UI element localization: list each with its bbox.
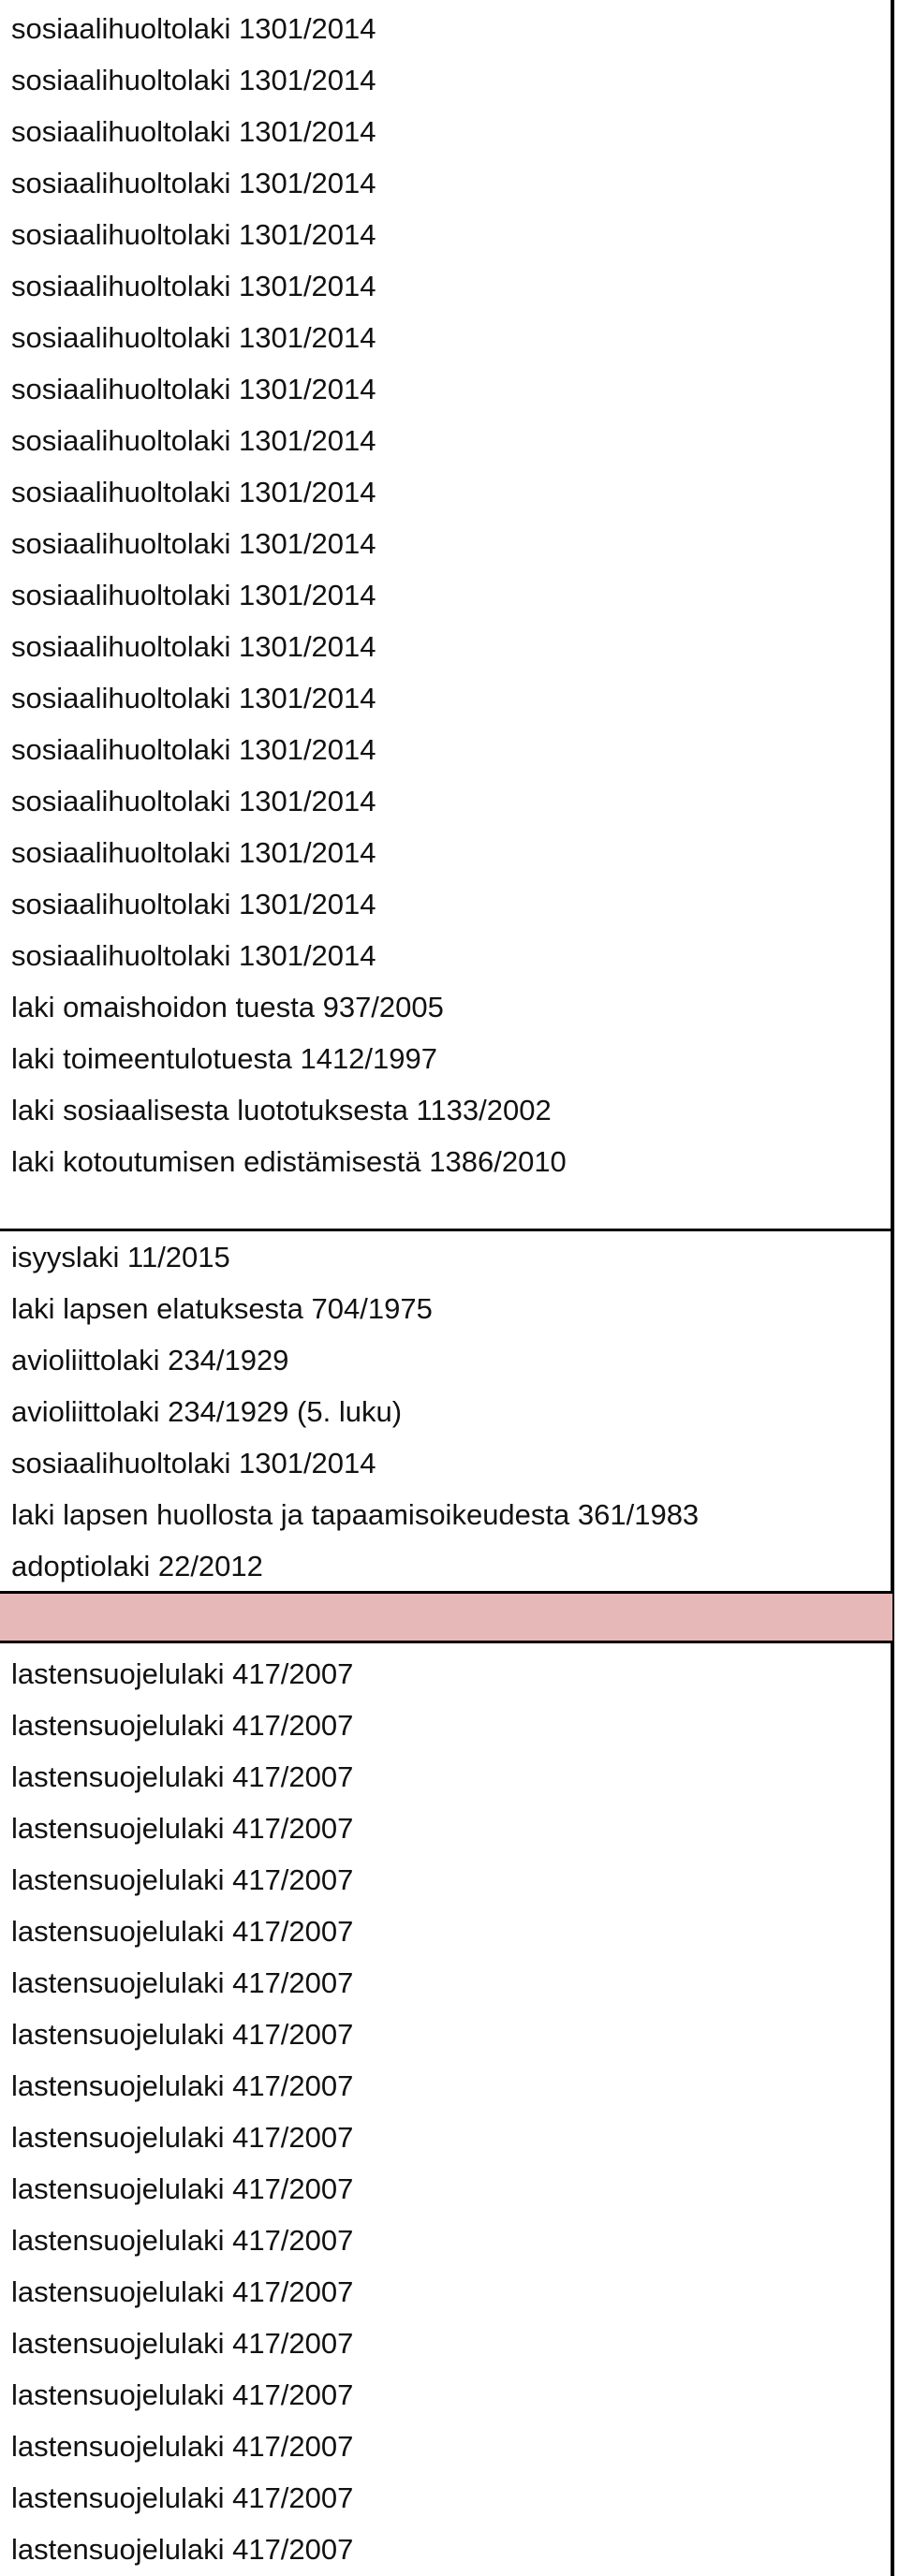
law-cell[interactable]: sosiaalihuoltolaki 1301/2014 [11,424,376,457]
law-cell[interactable]: avioliittolaki 234/1929 (5. luku) [11,1395,403,1428]
law-cell[interactable]: sosiaalihuoltolaki 1301/2014 [11,12,376,45]
law-list-section-child-welfare [0,1648,892,2575]
law-cell[interactable]: laki omaishoidon tuesta 937/2005 [11,991,444,1023]
law-cell[interactable]: sosiaalihuoltolaki 1301/2014 [11,373,376,405]
law-cell[interactable]: sosiaalihuoltolaki 1301/2014 [11,476,376,508]
law-cell[interactable]: lastensuojelulaki 417/2007 [11,2481,354,2514]
law-cell[interactable]: lastensuojelulaki 417/2007 [11,2327,354,2360]
law-cell[interactable]: lastensuojelulaki 417/2007 [11,1915,354,1948]
law-cell[interactable]: lastensuojelulaki 417/2007 [11,1812,354,1845]
law-cell[interactable]: lastensuojelulaki 417/2007 [11,2224,354,2257]
law-cell[interactable]: lastensuojelulaki 417/2007 [11,1657,354,1690]
law-cell[interactable]: sosiaalihuoltolaki 1301/2014 [11,218,376,251]
law-cell[interactable]: lastensuojelulaki 417/2007 [11,1863,354,1896]
law-cell[interactable]: avioliittolaki 234/1929 [11,1344,289,1376]
law-cell[interactable]: lastensuojelulaki 417/2007 [11,2018,354,2051]
law-cell[interactable]: sosiaalihuoltolaki 1301/2014 [11,785,376,817]
highlighted-empty-row[interactable] [0,1594,892,1641]
law-cell[interactable]: laki kotoutumisen edistämisestä 1386/2010 [11,1145,567,1178]
law-cell[interactable]: lastensuojelulaki 417/2007 [11,2172,354,2205]
law-cell[interactable]: lastensuojelulaki 417/2007 [11,2275,354,2308]
law-cell[interactable]: sosiaalihuoltolaki 1301/2014 [11,888,376,920]
law-cell[interactable]: sosiaalihuoltolaki 1301/2014 [11,630,376,663]
law-cell[interactable]: sosiaalihuoltolaki 1301/2014 [11,527,376,560]
law-cell[interactable]: lastensuojelulaki 417/2007 [11,2533,354,2566]
law-cell[interactable]: lastensuojelulaki 417/2007 [11,2430,354,2463]
law-cell[interactable]: laki lapsen huollosta ja tapaamisoikeudesta 361/1983 [11,1498,700,1531]
law-cell[interactable]: sosiaalihuoltolaki 1301/2014 [11,939,376,972]
law-cell[interactable]: sosiaalihuoltolaki 1301/2014 [11,270,376,302]
law-list-section-family [0,1231,892,1592]
law-cell[interactable]: sosiaalihuoltolaki 1301/2014 [11,733,376,766]
law-cell[interactable]: laki sosiaalisesta luototuksesta 1133/2002 [11,1094,552,1126]
law-cell[interactable]: lastensuojelulaki 417/2007 [11,1760,354,1793]
section-divider-lower [0,1641,894,1643]
law-list-section-general [0,3,892,1187]
law-cell[interactable]: isyyslaki 11/2015 [11,1241,230,1273]
law-cell[interactable]: sosiaalihuoltolaki 1301/2014 [11,64,376,96]
law-cell[interactable]: lastensuojelulaki 417/2007 [11,2121,354,2154]
law-cell[interactable]: adoptiolaki 22/2012 [11,1550,263,1582]
law-cell[interactable]: sosiaalihuoltolaki 1301/2014 [11,115,376,148]
law-cell[interactable]: sosiaalihuoltolaki 1301/2014 [11,836,376,869]
law-cell[interactable]: sosiaalihuoltolaki 1301/2014 [11,1447,376,1479]
law-cell[interactable]: sosiaalihuoltolaki 1301/2014 [11,579,376,611]
law-cell[interactable]: laki lapsen elatuksesta 704/1975 [11,1292,433,1325]
law-cell[interactable]: lastensuojelulaki 417/2007 [11,1709,354,1742]
law-cell[interactable]: lastensuojelulaki 417/2007 [11,2069,354,2102]
law-cell[interactable]: lastensuojelulaki 417/2007 [11,1966,354,1999]
law-cell[interactable]: lastensuojelulaki 417/2007 [11,2378,354,2411]
law-cell[interactable]: sosiaalihuoltolaki 1301/2014 [11,321,376,354]
law-cell[interactable]: laki toimeentulotuesta 1412/1997 [11,1042,437,1075]
law-cell[interactable]: sosiaalihuoltolaki 1301/2014 [11,682,376,714]
law-cell[interactable]: sosiaalihuoltolaki 1301/2014 [11,167,376,199]
